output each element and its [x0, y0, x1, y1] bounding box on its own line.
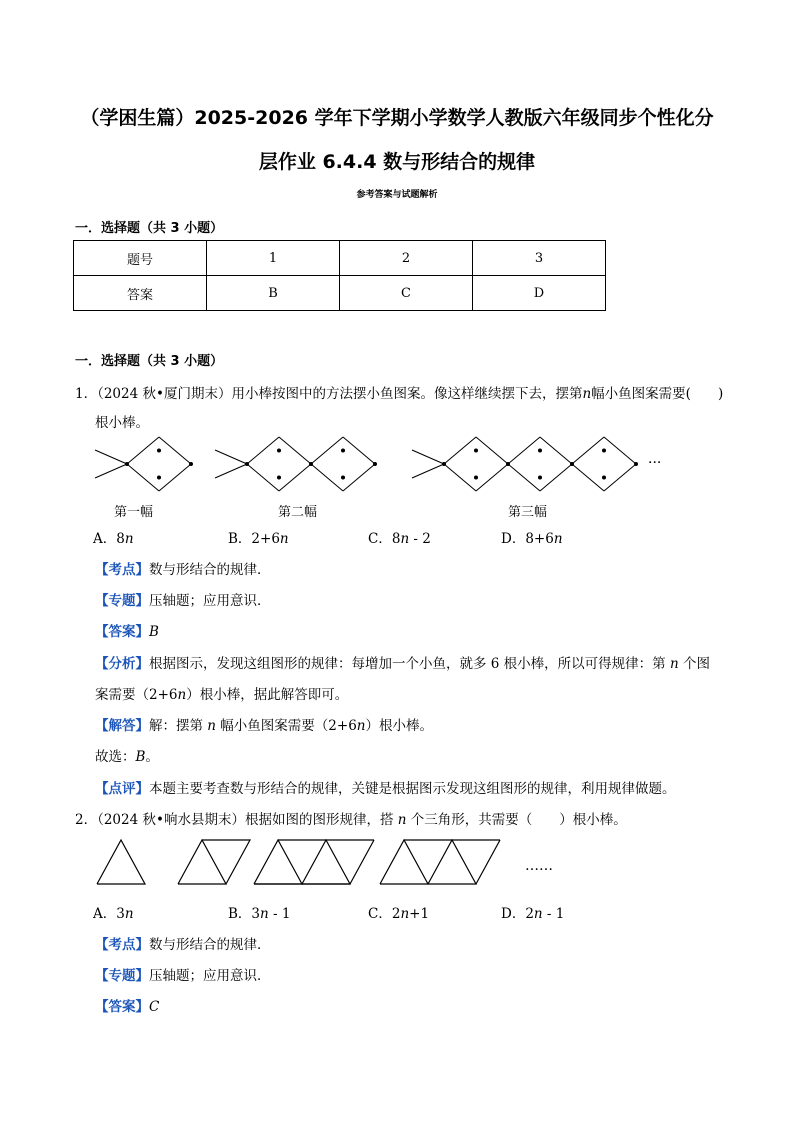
- q2-text: （2024 秋•响水县期末）根据如图的图形规律，搭: [97, 812, 398, 828]
- q1-dianping: [95, 777, 676, 797]
- dianping-text: 本题主要考查数与形结合的规律，关键是根据图示发现这组图形的规律，利用规律做题。: [149, 781, 676, 797]
- table-cell: 2: [340, 241, 473, 276]
- q1-text: （2024 秋•厦门期末）用小棒按图中的方法摆小鱼图案。像这样继续摆下去，摆第: [97, 386, 583, 402]
- stick: [412, 450, 444, 464]
- fenxi-text-end: 个图: [678, 656, 710, 672]
- q2-daan: [95, 995, 159, 1015]
- triangle-stick: [202, 840, 250, 884]
- option-var: n: [400, 531, 410, 547]
- answer-table: [73, 240, 606, 311]
- dianping-label: 【点评】: [95, 781, 149, 797]
- joint-dot: [538, 449, 542, 453]
- stick: [540, 437, 572, 464]
- jieda-text: 幅小鱼图案需要（2+6: [216, 718, 357, 734]
- option-label: D．: [501, 906, 526, 922]
- q1-jieda: [95, 714, 433, 734]
- q1-fenxi: [95, 652, 710, 672]
- triangle-stick: [178, 840, 226, 884]
- zhuanti-text: 压轴题；应用意识．: [149, 593, 271, 609]
- fenxi-text: 根据图示，发现这组图形的规律：每增加一个小鱼，就多 6 根小棒，所以可得规律：第: [149, 656, 670, 672]
- kaodian-label: 【考点】: [95, 937, 149, 953]
- option-label: A．: [93, 531, 117, 547]
- option-var: n: [553, 531, 563, 547]
- zhuanti-text: 压轴题；应用意识．: [149, 968, 271, 984]
- kaodian-label: 【考点】: [95, 562, 149, 578]
- option-var: n: [400, 906, 410, 922]
- triangle-stick: [476, 840, 500, 884]
- stick: [508, 437, 540, 464]
- daan-label: 【答案】: [95, 999, 149, 1015]
- jieda-var: n: [356, 718, 366, 734]
- stick: [311, 437, 343, 464]
- document-subtitle: 参考答案与试题解析: [356, 190, 438, 200]
- stick: [444, 464, 476, 491]
- triangle-stick: [302, 840, 350, 884]
- option-label: D．: [501, 531, 526, 547]
- triangle-pattern-figure: [90, 836, 590, 888]
- stick: [476, 437, 508, 464]
- answer-table-answer-row: [74, 276, 606, 311]
- stick: [311, 464, 343, 491]
- table-cell: D: [473, 276, 606, 311]
- stick: [127, 437, 159, 464]
- daan-label: 【答案】: [95, 624, 149, 640]
- stick: [279, 437, 311, 464]
- q2-option-c[interactable]: [368, 902, 429, 922]
- option-text: 8+6: [525, 531, 554, 547]
- joint-dot: [538, 476, 542, 480]
- joint-dot: [634, 462, 638, 466]
- q1-kaodian: [95, 558, 271, 578]
- triangle-stick: [428, 840, 476, 884]
- stick: [127, 464, 159, 491]
- q1-daan: [95, 620, 159, 640]
- stick: [572, 464, 604, 491]
- stick: [444, 437, 476, 464]
- fenxi-var: n: [177, 687, 187, 703]
- kaodian-text: 数与形结合的规律．: [149, 937, 271, 953]
- table-cell: B: [207, 276, 340, 311]
- section-heading-repeat: 一．选择题（共 3 小题）: [75, 354, 224, 369]
- stick: [159, 437, 191, 464]
- figure-caption-2: 第二幅: [278, 505, 318, 520]
- option-text: 2: [391, 906, 401, 922]
- option-text: 3: [251, 906, 261, 922]
- option-text-tail: - 1: [542, 906, 565, 922]
- triangle-ellipsis: ……: [525, 858, 553, 874]
- jieda-text-end: ）根小棒。: [365, 718, 433, 734]
- q1-stem: [75, 382, 723, 402]
- stick: [95, 464, 127, 478]
- q1-option-b[interactable]: [228, 527, 289, 547]
- stick: [215, 450, 247, 464]
- figure-caption-3: 第三幅: [508, 505, 548, 520]
- joint-dot: [157, 449, 161, 453]
- option-text: 8: [116, 531, 125, 547]
- q2-kaodian: [95, 933, 271, 953]
- option-label: C．: [368, 906, 392, 922]
- q2-option-d[interactable]: [501, 902, 564, 922]
- joint-dot: [341, 449, 345, 453]
- figure-caption-1: 第一幅: [114, 505, 154, 520]
- guxuan-answer: B: [135, 749, 146, 765]
- stick: [476, 464, 508, 491]
- joint-dot: [474, 476, 478, 480]
- jieda-text: 解：摆第: [149, 718, 208, 734]
- table-cell: 答案: [74, 276, 207, 311]
- q2-text-end: 个三角形，共需要（ ）根小棒。: [406, 812, 627, 828]
- option-label: B．: [228, 906, 252, 922]
- q1-guxuan: [95, 745, 159, 765]
- q1-option-c[interactable]: [368, 527, 431, 547]
- q2-var: n: [397, 812, 407, 828]
- option-label: A．: [93, 906, 117, 922]
- stick: [279, 464, 311, 491]
- q2-stem: [75, 808, 627, 828]
- q2-zhuanti: [95, 964, 271, 984]
- kaodian-text: 数与形结合的规律．: [149, 562, 271, 578]
- option-text-tail: - 2: [409, 531, 431, 547]
- q2-option-b[interactable]: [228, 902, 290, 922]
- q1-option-d[interactable]: [501, 527, 563, 547]
- option-var: n: [279, 531, 289, 547]
- zhuanti-label: 【专题】: [95, 593, 149, 609]
- daan-text: B: [149, 624, 159, 640]
- option-text-tail: +1: [409, 906, 430, 922]
- fish-pattern-figure: [90, 430, 690, 500]
- option-label: B．: [228, 531, 252, 547]
- fenxi-text: 案需要（2+6: [95, 687, 178, 703]
- joint-dot: [602, 476, 606, 480]
- q1-var: n: [582, 386, 592, 402]
- stick: [540, 464, 572, 491]
- table-cell: 3: [473, 241, 606, 276]
- stick: [343, 464, 375, 491]
- table-cell: 题号: [74, 241, 207, 276]
- document-title-line-2: 层作业 6.4.4 数与形结合的规律: [258, 151, 536, 173]
- stick: [343, 437, 375, 464]
- stick: [247, 437, 279, 464]
- q2-option-a[interactable]: [93, 902, 134, 922]
- option-text: 8: [391, 531, 401, 547]
- jieda-var: n: [207, 718, 216, 734]
- q1-stem-line-2: 根小棒。: [95, 415, 149, 431]
- joint-dot: [277, 449, 281, 453]
- daan-text: C: [149, 999, 160, 1015]
- q1-option-a[interactable]: [93, 527, 134, 547]
- q1-text-end: 幅小鱼图案需要( ): [591, 386, 724, 402]
- fish-ellipsis: ···: [648, 455, 662, 471]
- stick: [604, 437, 636, 464]
- triangle-stick: [97, 840, 145, 884]
- q2-number: 2．: [75, 812, 98, 828]
- answer-table-header-row: [74, 241, 606, 276]
- option-var: n: [124, 531, 134, 547]
- option-text: 3: [116, 906, 125, 922]
- stick: [604, 464, 636, 491]
- q1-number: 1．: [75, 386, 98, 402]
- fenxi-text-end: ）根小棒，据此解答即可。: [186, 687, 349, 703]
- triangle-stick: [350, 840, 374, 884]
- triangle-stick: [380, 840, 428, 884]
- fenxi-var: n: [669, 656, 679, 672]
- stick: [508, 464, 540, 491]
- stick: [215, 464, 247, 478]
- joint-dot: [341, 476, 345, 480]
- option-var: n: [260, 906, 269, 922]
- stick: [247, 464, 279, 491]
- option-text: 2: [525, 906, 534, 922]
- joint-dot: [373, 462, 377, 466]
- table-cell: 1: [207, 241, 340, 276]
- guxuan-end: 。: [145, 749, 159, 765]
- table-cell: C: [340, 276, 473, 311]
- stick: [95, 450, 127, 464]
- q1-zhuanti: [95, 589, 271, 609]
- option-label: C．: [368, 531, 392, 547]
- joint-dot: [602, 449, 606, 453]
- option-var: n: [124, 906, 134, 922]
- option-text-tail: - 1: [268, 906, 291, 922]
- joint-dot: [277, 476, 281, 480]
- triangle-stick: [254, 840, 302, 884]
- q1-fenxi-line-2: [95, 683, 348, 703]
- zhuanti-label: 【专题】: [95, 968, 149, 984]
- stick: [159, 464, 191, 491]
- stick: [412, 464, 444, 478]
- jieda-label: 【解答】: [95, 718, 149, 734]
- section-heading: 一．选择题（共 3 小题）: [75, 221, 224, 236]
- joint-dot: [189, 462, 193, 466]
- option-var: n: [533, 906, 543, 922]
- joint-dot: [157, 476, 161, 480]
- fenxi-label: 【分析】: [95, 656, 149, 672]
- joint-dot: [474, 449, 478, 453]
- stick: [572, 437, 604, 464]
- option-text: 2+6: [251, 531, 280, 547]
- document-title-line-1: （学困生篇）2025-2026 学年下学期小学数学人教版六年级同步个性化分: [80, 107, 714, 129]
- guxuan-text: 故选：: [95, 749, 136, 765]
